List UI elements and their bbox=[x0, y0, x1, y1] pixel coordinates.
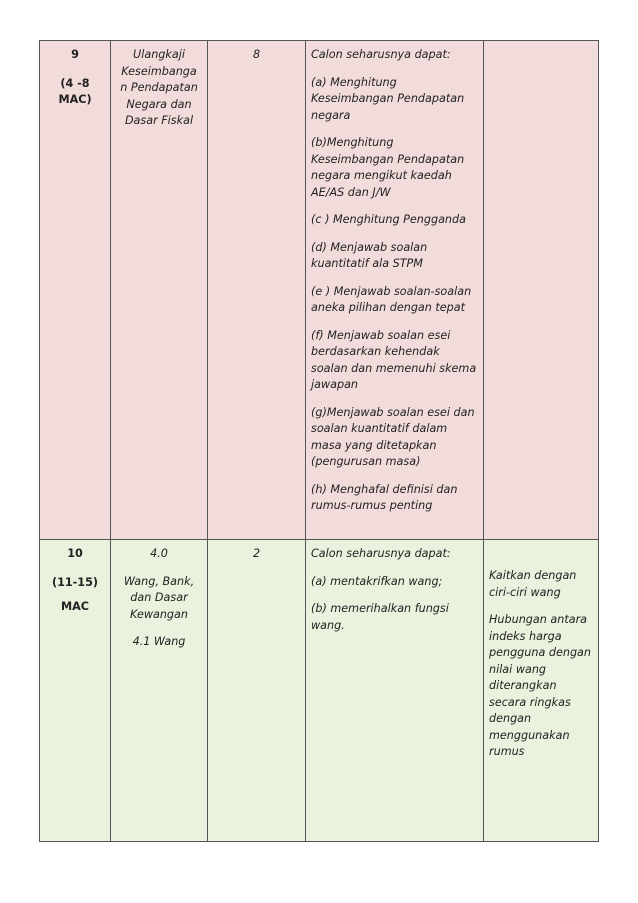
notes-cell bbox=[484, 41, 599, 540]
objectives-cell bbox=[306, 540, 484, 842]
topic-line: Ulangkaji Keseimbanga n Pendapatan Negara dan Dasar Fiskal bbox=[120, 48, 198, 127]
objective-item: (h) Menghafal definisi dan rumus-rumus penting bbox=[311, 482, 458, 512]
objective-item: (a) Menghitung Keseimbangan Pendapatan negara bbox=[311, 75, 465, 122]
week-dates: (11-15) bbox=[51, 575, 98, 589]
objective-item: Calon seharusnya dapat: bbox=[311, 48, 451, 61]
objective-item: (e ) Menjawab soalan-soalan aneka pilihan dengan tepat bbox=[311, 284, 472, 314]
objective-item: (c ) Menghitung Pengganda bbox=[311, 213, 466, 226]
week-cell bbox=[40, 540, 111, 842]
objective-item: (d) Menjawab soalan kuantitatif ala STPM bbox=[311, 240, 428, 270]
objective-item: (b) memerihalkan fungsi wang. bbox=[311, 602, 449, 632]
topic-cell bbox=[111, 41, 208, 540]
hours-cell bbox=[208, 41, 306, 540]
notes-cell bbox=[484, 540, 599, 842]
week-month: MAC bbox=[60, 600, 89, 613]
topic-cell bbox=[111, 540, 208, 842]
objective-item: (b)Menghitung Keseimbangan Pendapatan negara mengikut kaedah AE/AS dan J/W bbox=[311, 136, 465, 199]
objective-item: (g)Menjawab soalan esei dan soalan kuantitatif dalam masa yang ditetapkan (pengurusan masa) bbox=[311, 405, 475, 468]
subtopic-title: 4.1 Wang bbox=[132, 635, 186, 648]
week-dates: (4 -8 MAC) bbox=[58, 76, 92, 106]
objective-item: (f) Menjawab soalan esei berdasarkan kehendak soalan dan memenuhi skema jawapan bbox=[311, 328, 477, 391]
week-number: 9 bbox=[71, 48, 79, 61]
hours-cell bbox=[208, 540, 306, 842]
table-row-week-10 bbox=[40, 540, 599, 842]
note-item: Kaitkan dengan ciri-ciri wang bbox=[489, 569, 577, 599]
table-row-week-9 bbox=[40, 41, 599, 540]
objective-item: Calon seharusnya dapat: bbox=[311, 547, 451, 560]
hours-value: 2 bbox=[252, 547, 261, 560]
note-item: Hubungan antara indeks harga pengguna dengan nilai wang diterangkan secara ringkas dengan menggunakan rumus bbox=[489, 613, 591, 758]
topic-title: Wang, Bank, dan Dasar Kewangan bbox=[123, 574, 195, 621]
objectives-cell bbox=[306, 41, 484, 540]
week-number: 10 bbox=[67, 547, 83, 560]
hours-value: 8 bbox=[252, 48, 261, 61]
week-cell bbox=[40, 41, 111, 540]
topic-number: 4.0 bbox=[150, 547, 168, 560]
objective-item: (a) mentakrifkan wang; bbox=[311, 574, 443, 588]
schedule-table bbox=[39, 40, 599, 842]
